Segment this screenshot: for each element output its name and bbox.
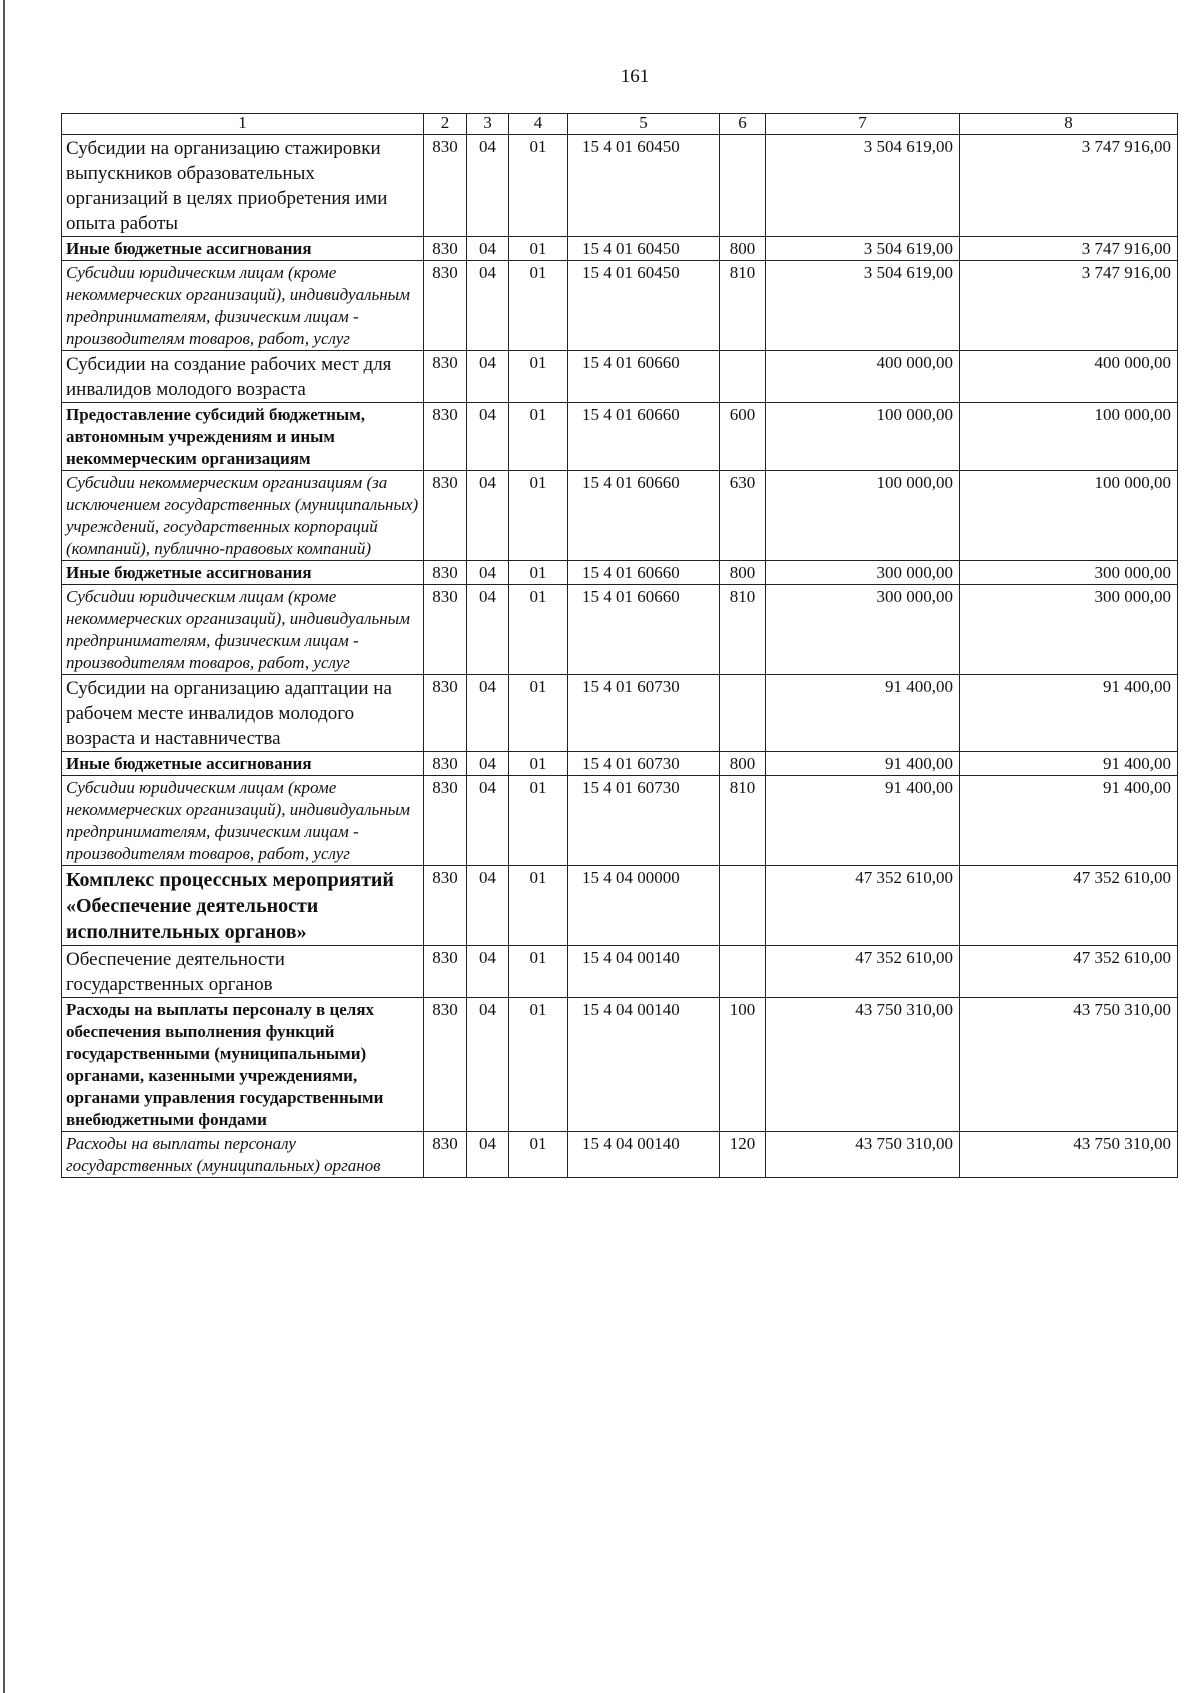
- header-cell: 2: [424, 114, 467, 135]
- cell-col-4: 01: [509, 403, 568, 471]
- row-name: Субсидии юридическим лицам (кроме некоммерческих организаций), индивидуальным предпринимателям, физическим лицам - производителям товаров, работ, услуг: [62, 261, 424, 351]
- table-row: [62, 561, 1178, 585]
- header-cell: 7: [766, 114, 960, 135]
- cell-col-7: 400 000,00: [766, 351, 960, 403]
- cell-col-6: [720, 946, 766, 998]
- row-name: Расходы на выплаты персоналу государственных (муниципальных) органов: [62, 1132, 424, 1178]
- cell-col-2: 830: [424, 403, 467, 471]
- cell-col-7: 91 400,00: [766, 675, 960, 752]
- table-row: [62, 585, 1178, 675]
- cell-col-6: 120: [720, 1132, 766, 1178]
- cell-col-6: 800: [720, 237, 766, 261]
- cell-col-5: 15 4 01 60730: [568, 776, 720, 866]
- cell-col-6: 630: [720, 471, 766, 561]
- cell-col-3: 04: [467, 752, 509, 776]
- cell-col-2: 830: [424, 261, 467, 351]
- row-name: Субсидии юридическим лицам (кроме некоммерческих организаций), индивидуальным предпринимателям, физическим лицам - производителям товаров, работ, услуг: [62, 585, 424, 675]
- cell-col-2: 830: [424, 998, 467, 1132]
- cell-col-2: 830: [424, 351, 467, 403]
- cell-col-7: 3 504 619,00: [766, 135, 960, 237]
- cell-col-5: 15 4 01 60450: [568, 135, 720, 237]
- row-name: Субсидии на организацию стажировки выпускников образовательных организаций в целях приобретения ими опыта работы: [62, 135, 424, 237]
- cell-col-3: 04: [467, 261, 509, 351]
- cell-col-8: 3 747 916,00: [960, 261, 1178, 351]
- cell-col-7: 100 000,00: [766, 403, 960, 471]
- cell-col-8: 3 747 916,00: [960, 237, 1178, 261]
- cell-col-6: 800: [720, 561, 766, 585]
- cell-col-3: 04: [467, 866, 509, 946]
- row-name: Иные бюджетные ассигнования: [62, 561, 424, 585]
- cell-col-8: 43 750 310,00: [960, 1132, 1178, 1178]
- cell-col-2: 830: [424, 752, 467, 776]
- cell-col-7: 91 400,00: [766, 752, 960, 776]
- cell-col-8: 3 747 916,00: [960, 135, 1178, 237]
- cell-col-8: 91 400,00: [960, 752, 1178, 776]
- cell-col-7: 300 000,00: [766, 585, 960, 675]
- cell-col-4: 01: [509, 561, 568, 585]
- cell-col-8: 43 750 310,00: [960, 998, 1178, 1132]
- cell-col-5: 15 4 04 00140: [568, 946, 720, 998]
- row-name: Иные бюджетные ассигнования: [62, 237, 424, 261]
- row-name: Обеспечение деятельности государственных органов: [62, 946, 424, 998]
- scan-edge-line: [3, 0, 5, 1693]
- table-body: [62, 135, 1178, 1178]
- table-row: [62, 675, 1178, 752]
- cell-col-6: [720, 675, 766, 752]
- cell-col-2: 830: [424, 471, 467, 561]
- cell-col-5: 15 4 01 60730: [568, 675, 720, 752]
- cell-col-3: 04: [467, 946, 509, 998]
- table-row: [62, 866, 1178, 946]
- cell-col-6: [720, 135, 766, 237]
- cell-col-4: 01: [509, 351, 568, 403]
- cell-col-3: 04: [467, 403, 509, 471]
- header-cell: 8: [960, 114, 1178, 135]
- row-name: Субсидии на создание рабочих мест для инвалидов молодого возраста: [62, 351, 424, 403]
- cell-col-3: 04: [467, 776, 509, 866]
- cell-col-5: 15 4 01 60660: [568, 561, 720, 585]
- cell-col-8: 91 400,00: [960, 675, 1178, 752]
- cell-col-5: 15 4 01 60660: [568, 351, 720, 403]
- cell-col-3: 04: [467, 585, 509, 675]
- cell-col-8: 100 000,00: [960, 403, 1178, 471]
- row-name: Предоставление субсидий бюджетным, автономным учреждениям и иным некоммерческим организациям: [62, 403, 424, 471]
- cell-col-8: 300 000,00: [960, 585, 1178, 675]
- table-row: [62, 752, 1178, 776]
- cell-col-3: 04: [467, 675, 509, 752]
- cell-col-4: 01: [509, 261, 568, 351]
- cell-col-6: 600: [720, 403, 766, 471]
- cell-col-5: 15 4 04 00140: [568, 998, 720, 1132]
- cell-col-6: 100: [720, 998, 766, 1132]
- cell-col-3: 04: [467, 1132, 509, 1178]
- row-name: Расходы на выплаты персоналу в целях обеспечения выполнения функций государственными (муниципальными) органами, казенными учреждениями, органами управления государственными внебюджетными фондами: [62, 998, 424, 1132]
- cell-col-7: 3 504 619,00: [766, 261, 960, 351]
- cell-col-2: 830: [424, 135, 467, 237]
- cell-col-4: 01: [509, 776, 568, 866]
- cell-col-5: 15 4 01 60450: [568, 237, 720, 261]
- cell-col-2: 830: [424, 946, 467, 998]
- table-row: [62, 403, 1178, 471]
- header-cell: 4: [509, 114, 568, 135]
- table-row: [62, 776, 1178, 866]
- cell-col-8: 400 000,00: [960, 351, 1178, 403]
- table-row: [62, 135, 1178, 237]
- cell-col-7: 47 352 610,00: [766, 866, 960, 946]
- budget-table: [61, 113, 1178, 1178]
- cell-col-4: 01: [509, 585, 568, 675]
- cell-col-2: 830: [424, 1132, 467, 1178]
- cell-col-8: 100 000,00: [960, 471, 1178, 561]
- cell-col-7: 3 504 619,00: [766, 237, 960, 261]
- table-row: [62, 261, 1178, 351]
- table-header: [62, 114, 1178, 135]
- cell-col-7: 91 400,00: [766, 776, 960, 866]
- cell-col-7: 100 000,00: [766, 471, 960, 561]
- cell-col-4: 01: [509, 675, 568, 752]
- cell-col-5: 15 4 01 60450: [568, 261, 720, 351]
- cell-col-7: 47 352 610,00: [766, 946, 960, 998]
- cell-col-4: 01: [509, 752, 568, 776]
- cell-col-5: 15 4 01 60660: [568, 471, 720, 561]
- cell-col-7: 43 750 310,00: [766, 998, 960, 1132]
- table-row: [62, 471, 1178, 561]
- cell-col-5: 15 4 01 60730: [568, 752, 720, 776]
- cell-col-4: 01: [509, 1132, 568, 1178]
- cell-col-8: 47 352 610,00: [960, 866, 1178, 946]
- cell-col-7: 43 750 310,00: [766, 1132, 960, 1178]
- header-cell: 3: [467, 114, 509, 135]
- cell-col-6: 800: [720, 752, 766, 776]
- cell-col-2: 830: [424, 561, 467, 585]
- header-cell: 1: [62, 114, 424, 135]
- table-row: [62, 237, 1178, 261]
- cell-col-6: 810: [720, 776, 766, 866]
- cell-col-3: 04: [467, 561, 509, 585]
- row-name: Иные бюджетные ассигнования: [62, 752, 424, 776]
- cell-col-8: 47 352 610,00: [960, 946, 1178, 998]
- cell-col-4: 01: [509, 471, 568, 561]
- header-cell: 5: [568, 114, 720, 135]
- cell-col-3: 04: [467, 998, 509, 1132]
- cell-col-2: 830: [424, 237, 467, 261]
- row-name: Комплекс процессных мероприятий «Обеспечение деятельности исполнительных органов»: [62, 866, 424, 946]
- table-row: [62, 351, 1178, 403]
- table-row: [62, 998, 1178, 1132]
- cell-col-6: [720, 866, 766, 946]
- cell-col-2: 830: [424, 675, 467, 752]
- cell-col-6: 810: [720, 585, 766, 675]
- row-name: Субсидии юридическим лицам (кроме некоммерческих организаций), индивидуальным предпринимателям, физическим лицам - производителям товаров, работ, услуг: [62, 776, 424, 866]
- cell-col-3: 04: [467, 351, 509, 403]
- cell-col-5: 15 4 01 60660: [568, 403, 720, 471]
- cell-col-4: 01: [509, 998, 568, 1132]
- cell-col-3: 04: [467, 471, 509, 561]
- cell-col-6: 810: [720, 261, 766, 351]
- cell-col-5: 15 4 04 00000: [568, 866, 720, 946]
- cell-col-2: 830: [424, 776, 467, 866]
- row-name: Субсидии некоммерческим организациям (за исключением государственных (муниципальных) учреждений, государственных корпораций (компаний), публично-правовых компаний): [62, 471, 424, 561]
- row-name: Субсидии на организацию адаптации на рабочем месте инвалидов молодого возраста и наставничества: [62, 675, 424, 752]
- cell-col-4: 01: [509, 237, 568, 261]
- cell-col-2: 830: [424, 585, 467, 675]
- cell-col-3: 04: [467, 237, 509, 261]
- table-row: [62, 1132, 1178, 1178]
- header-row: [62, 114, 1178, 135]
- cell-col-4: 01: [509, 135, 568, 237]
- cell-col-6: [720, 351, 766, 403]
- cell-col-4: 01: [509, 946, 568, 998]
- page-number: 161: [620, 66, 650, 87]
- cell-col-4: 01: [509, 866, 568, 946]
- cell-col-3: 04: [467, 135, 509, 237]
- cell-col-2: 830: [424, 866, 467, 946]
- header-cell: 6: [720, 114, 766, 135]
- cell-col-5: 15 4 01 60660: [568, 585, 720, 675]
- cell-col-8: 91 400,00: [960, 776, 1178, 866]
- table-row: [62, 946, 1178, 998]
- cell-col-8: 300 000,00: [960, 561, 1178, 585]
- cell-col-5: 15 4 04 00140: [568, 1132, 720, 1178]
- cell-col-7: 300 000,00: [766, 561, 960, 585]
